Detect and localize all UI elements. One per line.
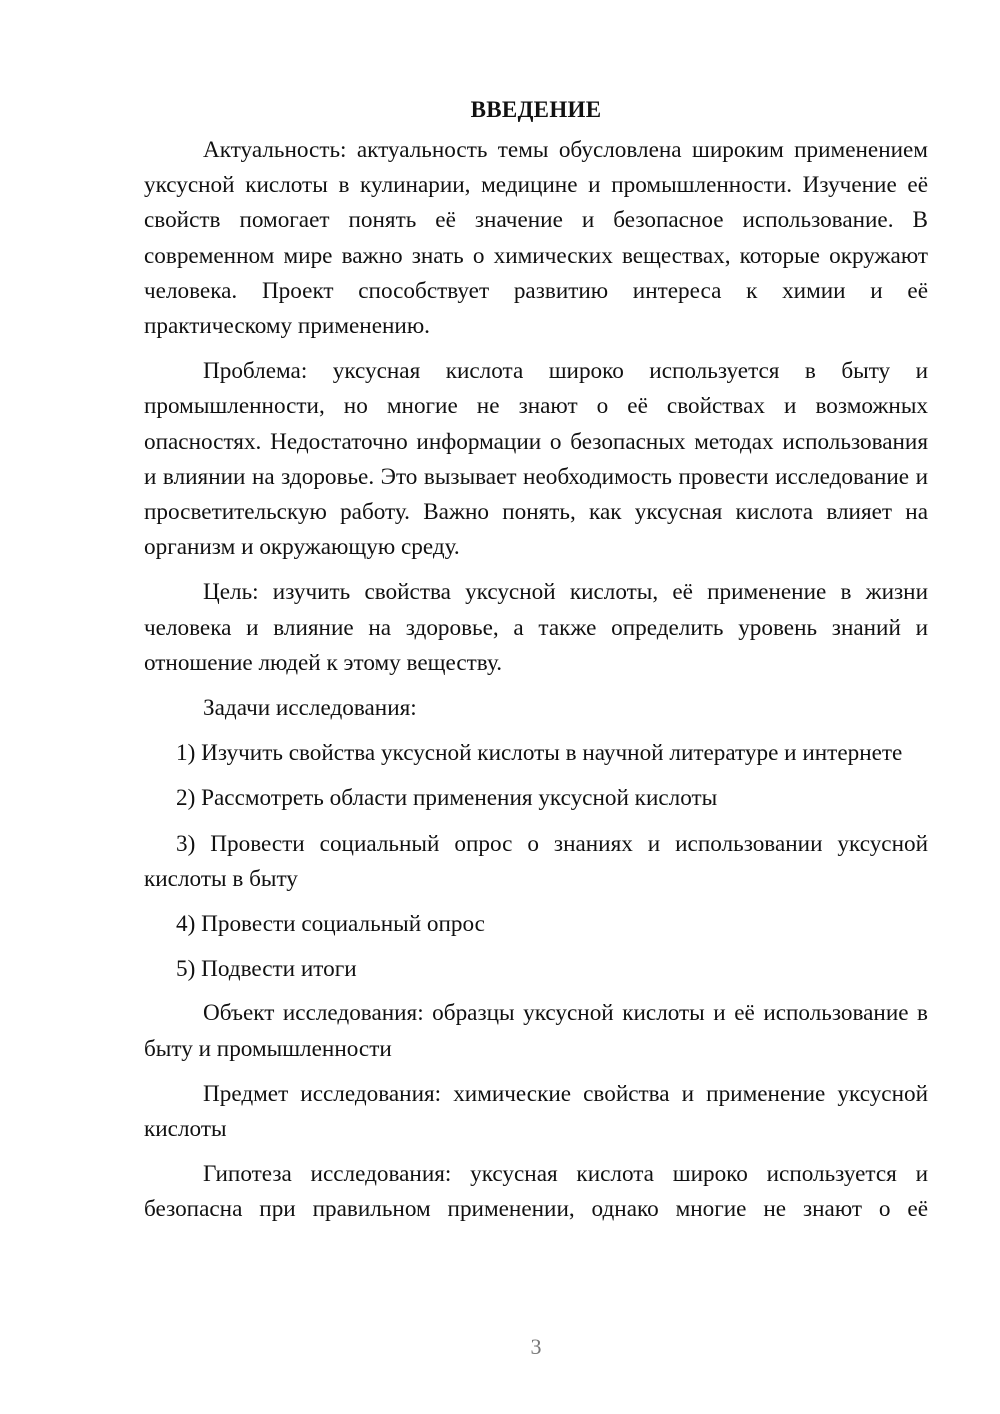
document-page (144, 92, 928, 1238)
relevance-paragraph: Актуальность: актуальность темы обусловлена широким применением уксусной кислоты в кулинарии, медицине и промышленности. Изучение её свойств помогает понять её значение и безопасное использование. В современном мире важно знать о химических веществах, которые окружают человека. Проект способствует развитию интереса к химии и её практическому применению. (144, 137, 928, 340)
task-item-3: 3) Провести социальный опрос о знаниях и использовании уксусной кислоты в быту (144, 830, 928, 892)
task-item-1: 1) Изучить свойства уксусной кислоты в научной литературе и интернете (176, 740, 903, 767)
task-item-2: 2) Рассмотреть области применения уксусной кислоты (176, 785, 718, 812)
hypothesis-paragraph: Гипотеза исследования: уксусная кислота широко используется и безопасна при правильном применении, однако многие не знают о её (144, 1161, 928, 1223)
goal-paragraph: Цель: изучить свойства уксусной кислоты, её применение в жизни человека и влияние на здоровье, а также определить уровень знаний и отношение людей к этому веществу. (144, 579, 928, 676)
task-item-5: 5) Подвести итоги (176, 956, 357, 983)
tasks-heading: Задачи исследования: (203, 695, 417, 722)
section-title: ВВЕДЕНИЕ (470, 97, 602, 122)
subject-paragraph: Предмет исследования: химические свойства и применение уксусной кислоты (144, 1080, 928, 1143)
tasks-list (144, 736, 928, 987)
page-number: 3 (530, 1334, 542, 1359)
task-item-4: 4) Провести социальный опрос (176, 911, 485, 938)
object-paragraph: Объект исследования: образцы уксусной кислоты и её использование в быту и промышленности (144, 1000, 928, 1062)
problem-paragraph: Проблема: уксусная кислота широко используется в быту и промышленности, но многие не знают о её свойствах и возможных опасностях. Недостаточно информации о безопасных методах использования и влиянии на здоровье. Это вызывает необходимость провести исследование и просветительскую работу. Важно понять, как уксусная кислота влияет на организм и окружающую среду. (144, 358, 928, 561)
